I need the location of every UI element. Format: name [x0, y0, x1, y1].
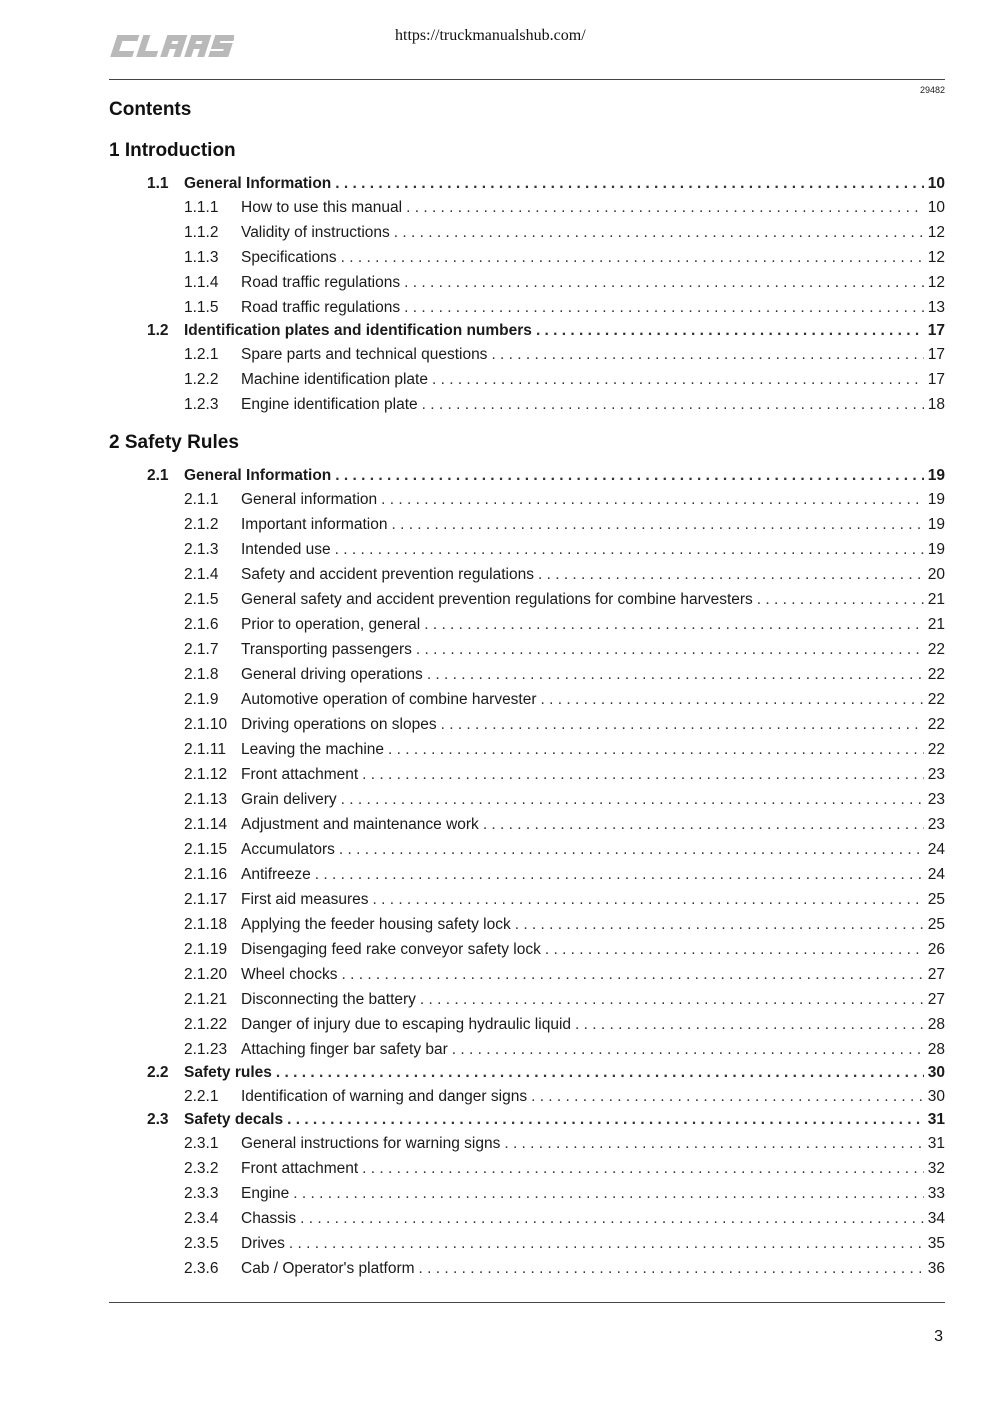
toc-subsection-entry[interactable]: [109, 295, 945, 320]
entry-number: 2.1.23: [184, 1041, 228, 1058]
dot-leader: [452, 1037, 924, 1062]
entry-title: Validity of instructions: [241, 224, 390, 241]
entry-number: 2.1.8: [184, 666, 219, 683]
entry-title: Danger of injury due to escaping hydraulic liquid: [241, 1016, 572, 1033]
entry-title: Drives: [241, 1235, 285, 1252]
dot-leader: [300, 1206, 924, 1231]
entry-page-number: 17: [927, 346, 945, 363]
entry-number: 2.3.2: [184, 1160, 219, 1177]
toc-section-entry[interactable]: [109, 173, 945, 195]
dot-leader: [491, 342, 923, 367]
dot-leader: [541, 687, 924, 712]
entry-page-number: 22: [927, 741, 945, 758]
entry-page-number: 10: [927, 199, 945, 216]
dot-leader: [335, 173, 923, 195]
entry-title: Engine: [241, 1185, 290, 1202]
toc-subsection-entry[interactable]: [109, 712, 945, 737]
toc-section-entry[interactable]: [109, 1062, 945, 1084]
entry-title: Road traffic regulations: [241, 274, 401, 291]
entry-number: 2.1.5: [184, 591, 219, 608]
toc-subsection-entry[interactable]: [109, 1256, 945, 1281]
entry-number: 2.1.14: [184, 816, 228, 833]
entry-number: 2.3: [147, 1111, 169, 1128]
toc-subsection-entry[interactable]: [109, 1012, 945, 1037]
entry-number: 2.1.10: [184, 716, 228, 733]
entry-title: Accumulators: [241, 841, 335, 858]
entry-number: 1.1.1: [184, 199, 219, 216]
dot-leader: [538, 562, 924, 587]
dot-leader: [315, 862, 924, 887]
entry-number: 1.1.4: [184, 274, 219, 291]
entry-page-number: 32: [927, 1160, 945, 1177]
entry-number: 2.1: [147, 467, 169, 484]
toc-subsection-entry[interactable]: [109, 220, 945, 245]
dot-leader: [424, 612, 924, 637]
toc-subsection-entry[interactable]: [109, 392, 945, 417]
dot-leader: [404, 270, 924, 295]
entry-title: First aid measures: [241, 891, 369, 908]
dot-leader: [536, 320, 924, 342]
dot-leader: [391, 512, 923, 537]
entry-title: General information: [241, 491, 378, 508]
entry-title: Identification of warning and danger signs: [241, 1088, 528, 1105]
page-number: 3: [934, 1328, 943, 1345]
dot-leader: [420, 987, 924, 1012]
entry-number: 1.1.5: [184, 299, 219, 316]
entry-title: General instructions for warning signs: [241, 1135, 501, 1152]
entry-page-number: 22: [927, 691, 945, 708]
entry-page-number: 23: [927, 766, 945, 783]
toc-subsection-entry[interactable]: [109, 537, 945, 562]
entry-number: 2.1.3: [184, 541, 219, 558]
entry-page-number: 22: [927, 666, 945, 683]
toc-section-entry[interactable]: [109, 1109, 945, 1131]
toc-subsection-entry[interactable]: [109, 612, 945, 637]
entry-title: Disengaging feed rake conveyor safety lock: [241, 941, 541, 958]
entry-number: 2.3.4: [184, 1210, 219, 1227]
toc-subsection-entry[interactable]: [109, 1084, 945, 1109]
entry-page-number: 30: [927, 1088, 945, 1105]
entry-number: 2.1.7: [184, 641, 219, 658]
entry-number: 2.1.18: [184, 916, 228, 933]
entry-number: 1.1.2: [184, 224, 219, 241]
entry-title: Specifications: [241, 249, 337, 266]
entry-number: 1.2.2: [184, 371, 219, 388]
entry-page-number: 23: [927, 816, 945, 833]
dot-leader: [341, 962, 923, 987]
entry-page-number: 26: [927, 941, 945, 958]
entry-title: General Information: [184, 467, 332, 484]
dot-leader: [372, 887, 923, 912]
entry-title: Adjustment and maintenance work: [241, 816, 479, 833]
entry-title: Grain delivery: [241, 791, 337, 808]
entry-title: General safety and accident prevention regulations for combine harvesters: [241, 591, 753, 608]
entry-page-number: 12: [927, 249, 945, 266]
dot-leader: [404, 295, 924, 320]
entry-number: 2.1.12: [184, 766, 228, 783]
toc-subsection-entry[interactable]: [109, 1037, 945, 1062]
entry-title: Safety rules: [184, 1064, 272, 1081]
entry-number: 2.3.6: [184, 1260, 219, 1277]
entry-page-number: 19: [927, 516, 945, 533]
dot-leader: [362, 1156, 924, 1181]
entry-title: Prior to operation, general: [241, 616, 421, 633]
entry-page-number: 21: [927, 616, 945, 633]
dot-leader: [757, 587, 924, 612]
toc-subsection-entry[interactable]: [109, 1131, 945, 1156]
entry-number: 1.2.3: [184, 396, 219, 413]
entry-number: 2.1.4: [184, 566, 219, 583]
toc-subsection-entry[interactable]: [109, 987, 945, 1012]
entry-page-number: 28: [927, 1041, 945, 1058]
toc-subsection-entry[interactable]: [109, 487, 945, 512]
entry-title: Important information: [241, 516, 388, 533]
entry-title: Intended use: [241, 541, 331, 558]
dot-leader: [339, 837, 924, 862]
dot-leader: [419, 1256, 924, 1281]
table-of-contents: [109, 139, 945, 1281]
dot-leader: [441, 712, 924, 737]
entry-number: 1.1.3: [184, 249, 219, 266]
toc-subsection-entry[interactable]: [109, 512, 945, 537]
entry-page-number: 17: [927, 371, 945, 388]
entry-title: Front attachment: [241, 766, 359, 783]
toc-section-entry[interactable]: [109, 320, 945, 342]
entry-title: Attaching finger bar safety bar: [241, 1041, 448, 1058]
toc-subsection-entry[interactable]: [109, 367, 945, 392]
toc-subsection-entry[interactable]: [109, 737, 945, 762]
entry-page-number: 31: [927, 1135, 945, 1152]
dot-leader: [416, 637, 924, 662]
entry-page-number: 20: [927, 566, 945, 583]
toc-section-entry[interactable]: [109, 465, 945, 487]
entry-page-number: 17: [927, 322, 945, 339]
entry-number: 2.3.1: [184, 1135, 219, 1152]
entry-page-number: 30: [927, 1064, 945, 1081]
entry-page-number: 31: [927, 1111, 945, 1128]
toc-subsection-entry[interactable]: [109, 912, 945, 937]
entry-page-number: 25: [927, 916, 945, 933]
entry-page-number: 12: [927, 224, 945, 241]
entry-page-number: 19: [927, 467, 945, 484]
entry-number: 2.1.11: [184, 741, 226, 758]
document-number: 29482: [919, 85, 945, 95]
entry-number: 1.2.1: [184, 346, 219, 363]
dot-leader: [341, 787, 924, 812]
entry-number: 2.1.15: [184, 841, 228, 858]
entry-number: 2.1.20: [184, 966, 228, 983]
dot-leader: [289, 1231, 924, 1256]
dot-leader: [381, 487, 924, 512]
chapter-heading: 1 Introduction: [109, 140, 236, 161]
claas-logo: [108, 33, 234, 59]
toc-subsection-entry[interactable]: [109, 342, 945, 367]
entry-title: Chassis: [241, 1210, 297, 1227]
dot-leader: [335, 537, 924, 562]
dot-leader: [432, 367, 924, 392]
entry-title: Spare parts and technical questions: [241, 346, 488, 363]
toc-subsection-entry[interactable]: [109, 1156, 945, 1181]
dot-leader: [406, 195, 924, 220]
dot-leader: [341, 245, 924, 270]
toc-subsection-entry[interactable]: [109, 687, 945, 712]
toc-subsection-entry[interactable]: [109, 937, 945, 962]
toc-subsection-entry[interactable]: [109, 637, 945, 662]
toc-subsection-entry[interactable]: [109, 270, 945, 295]
toc-subsection-entry[interactable]: [109, 887, 945, 912]
entry-title: Road traffic regulations: [241, 299, 401, 316]
entry-title: Automotive operation of combine harvester: [241, 691, 537, 708]
entry-number: 2.1.2: [184, 516, 219, 533]
dot-leader: [515, 912, 924, 937]
dot-leader: [362, 762, 924, 787]
entry-number: 2.3.3: [184, 1185, 219, 1202]
dot-leader: [504, 1131, 923, 1156]
entry-number: 2.2.1: [184, 1088, 219, 1105]
dot-leader: [531, 1084, 924, 1109]
entry-number: 2.1.1: [184, 491, 219, 508]
entry-page-number: 35: [927, 1235, 945, 1252]
entry-number: 1.2: [147, 322, 169, 339]
entry-page-number: 10: [927, 175, 945, 192]
toc-subsection-entry[interactable]: [109, 812, 945, 837]
toc-subsection-entry[interactable]: [109, 195, 945, 220]
entry-title: Engine identification plate: [241, 396, 418, 413]
entry-title: Disconnecting the battery: [241, 991, 416, 1008]
entry-title: General driving operations: [241, 666, 423, 683]
entry-title: Cab / Operator's platform: [241, 1260, 415, 1277]
dot-leader: [545, 937, 924, 962]
entry-page-number: 36: [927, 1260, 945, 1277]
entry-page-number: 24: [927, 841, 945, 858]
toc-subsection-entry[interactable]: [109, 1181, 945, 1206]
toc-subsection-entry[interactable]: [109, 1206, 945, 1231]
dot-leader: [293, 1181, 923, 1206]
entry-title: General Information: [184, 175, 332, 192]
entry-number: 2.1.17: [184, 891, 228, 908]
entry-page-number: 22: [927, 716, 945, 733]
entry-page-number: 33: [927, 1185, 945, 1202]
toc-subsection-entry[interactable]: [109, 862, 945, 887]
entry-page-number: 24: [927, 866, 945, 883]
toc-subsection-entry[interactable]: [109, 662, 945, 687]
entry-title: Driving operations on slopes: [241, 716, 437, 733]
entry-number: 2.1.16: [184, 866, 228, 883]
dot-leader: [575, 1012, 924, 1037]
header-rule: [109, 79, 945, 80]
entry-number: 2.1.21: [184, 991, 228, 1008]
chapter-heading: 2 Safety Rules: [109, 432, 239, 453]
entry-number: 2.1.22: [184, 1016, 228, 1033]
entry-title: Applying the feeder housing safety lock: [241, 916, 511, 933]
dot-leader: [483, 812, 924, 837]
entry-page-number: 13: [927, 299, 945, 316]
dot-leader: [422, 392, 924, 417]
entry-page-number: 19: [927, 541, 945, 558]
entry-page-number: 22: [927, 641, 945, 658]
dot-leader: [335, 465, 923, 487]
entry-page-number: 34: [927, 1210, 945, 1227]
entry-page-number: 12: [927, 274, 945, 291]
dot-leader: [427, 662, 924, 687]
entry-number: 1.1: [147, 175, 169, 192]
toc-subsection-entry[interactable]: [109, 587, 945, 612]
dot-leader: [388, 737, 924, 762]
source-url: https://truckmanualshub.com/: [395, 27, 586, 44]
toc-subsection-entry[interactable]: [109, 245, 945, 270]
entry-title: Machine identification plate: [241, 371, 428, 388]
entry-title: Transporting passengers: [241, 641, 412, 658]
entry-page-number: 25: [927, 891, 945, 908]
entry-number: 2.1.19: [184, 941, 228, 958]
entry-number: 2.2: [147, 1064, 169, 1081]
entry-number: 2.1.13: [184, 791, 228, 808]
entry-page-number: 27: [927, 966, 945, 983]
entry-title: How to use this manual: [241, 199, 403, 216]
entry-number: 2.1.9: [184, 691, 219, 708]
entry-title: Safety and accident prevention regulations: [241, 566, 534, 583]
dot-leader: [394, 220, 924, 245]
entry-page-number: 19: [927, 491, 945, 508]
entry-page-number: 27: [927, 991, 945, 1008]
contents-title: Contents: [109, 99, 192, 120]
entry-title: Identification plates and identification numbers: [184, 322, 532, 339]
dot-leader: [287, 1109, 924, 1131]
toc-subsection-entry[interactable]: [109, 787, 945, 812]
entry-title: Front attachment: [241, 1160, 359, 1177]
toc-subsection-entry[interactable]: [109, 962, 945, 987]
toc-subsection-entry[interactable]: [109, 1231, 945, 1256]
entry-number: 2.1.6: [184, 616, 219, 633]
entry-page-number: 23: [927, 791, 945, 808]
entry-page-number: 28: [927, 1016, 945, 1033]
toc-subsection-entry[interactable]: [109, 837, 945, 862]
entry-number: 2.3.5: [184, 1235, 219, 1252]
footer-rule: [109, 1302, 945, 1303]
entry-title: Wheel chocks: [241, 966, 338, 983]
entry-title: Leaving the machine: [241, 741, 385, 758]
entry-page-number: 18: [927, 396, 945, 413]
entry-title: Antifreeze: [241, 866, 311, 883]
dot-leader: [276, 1062, 924, 1084]
entry-page-number: 21: [927, 591, 945, 608]
toc-subsection-entry[interactable]: [109, 562, 945, 587]
toc-subsection-entry[interactable]: [109, 762, 945, 787]
entry-title: Safety decals: [184, 1111, 284, 1128]
